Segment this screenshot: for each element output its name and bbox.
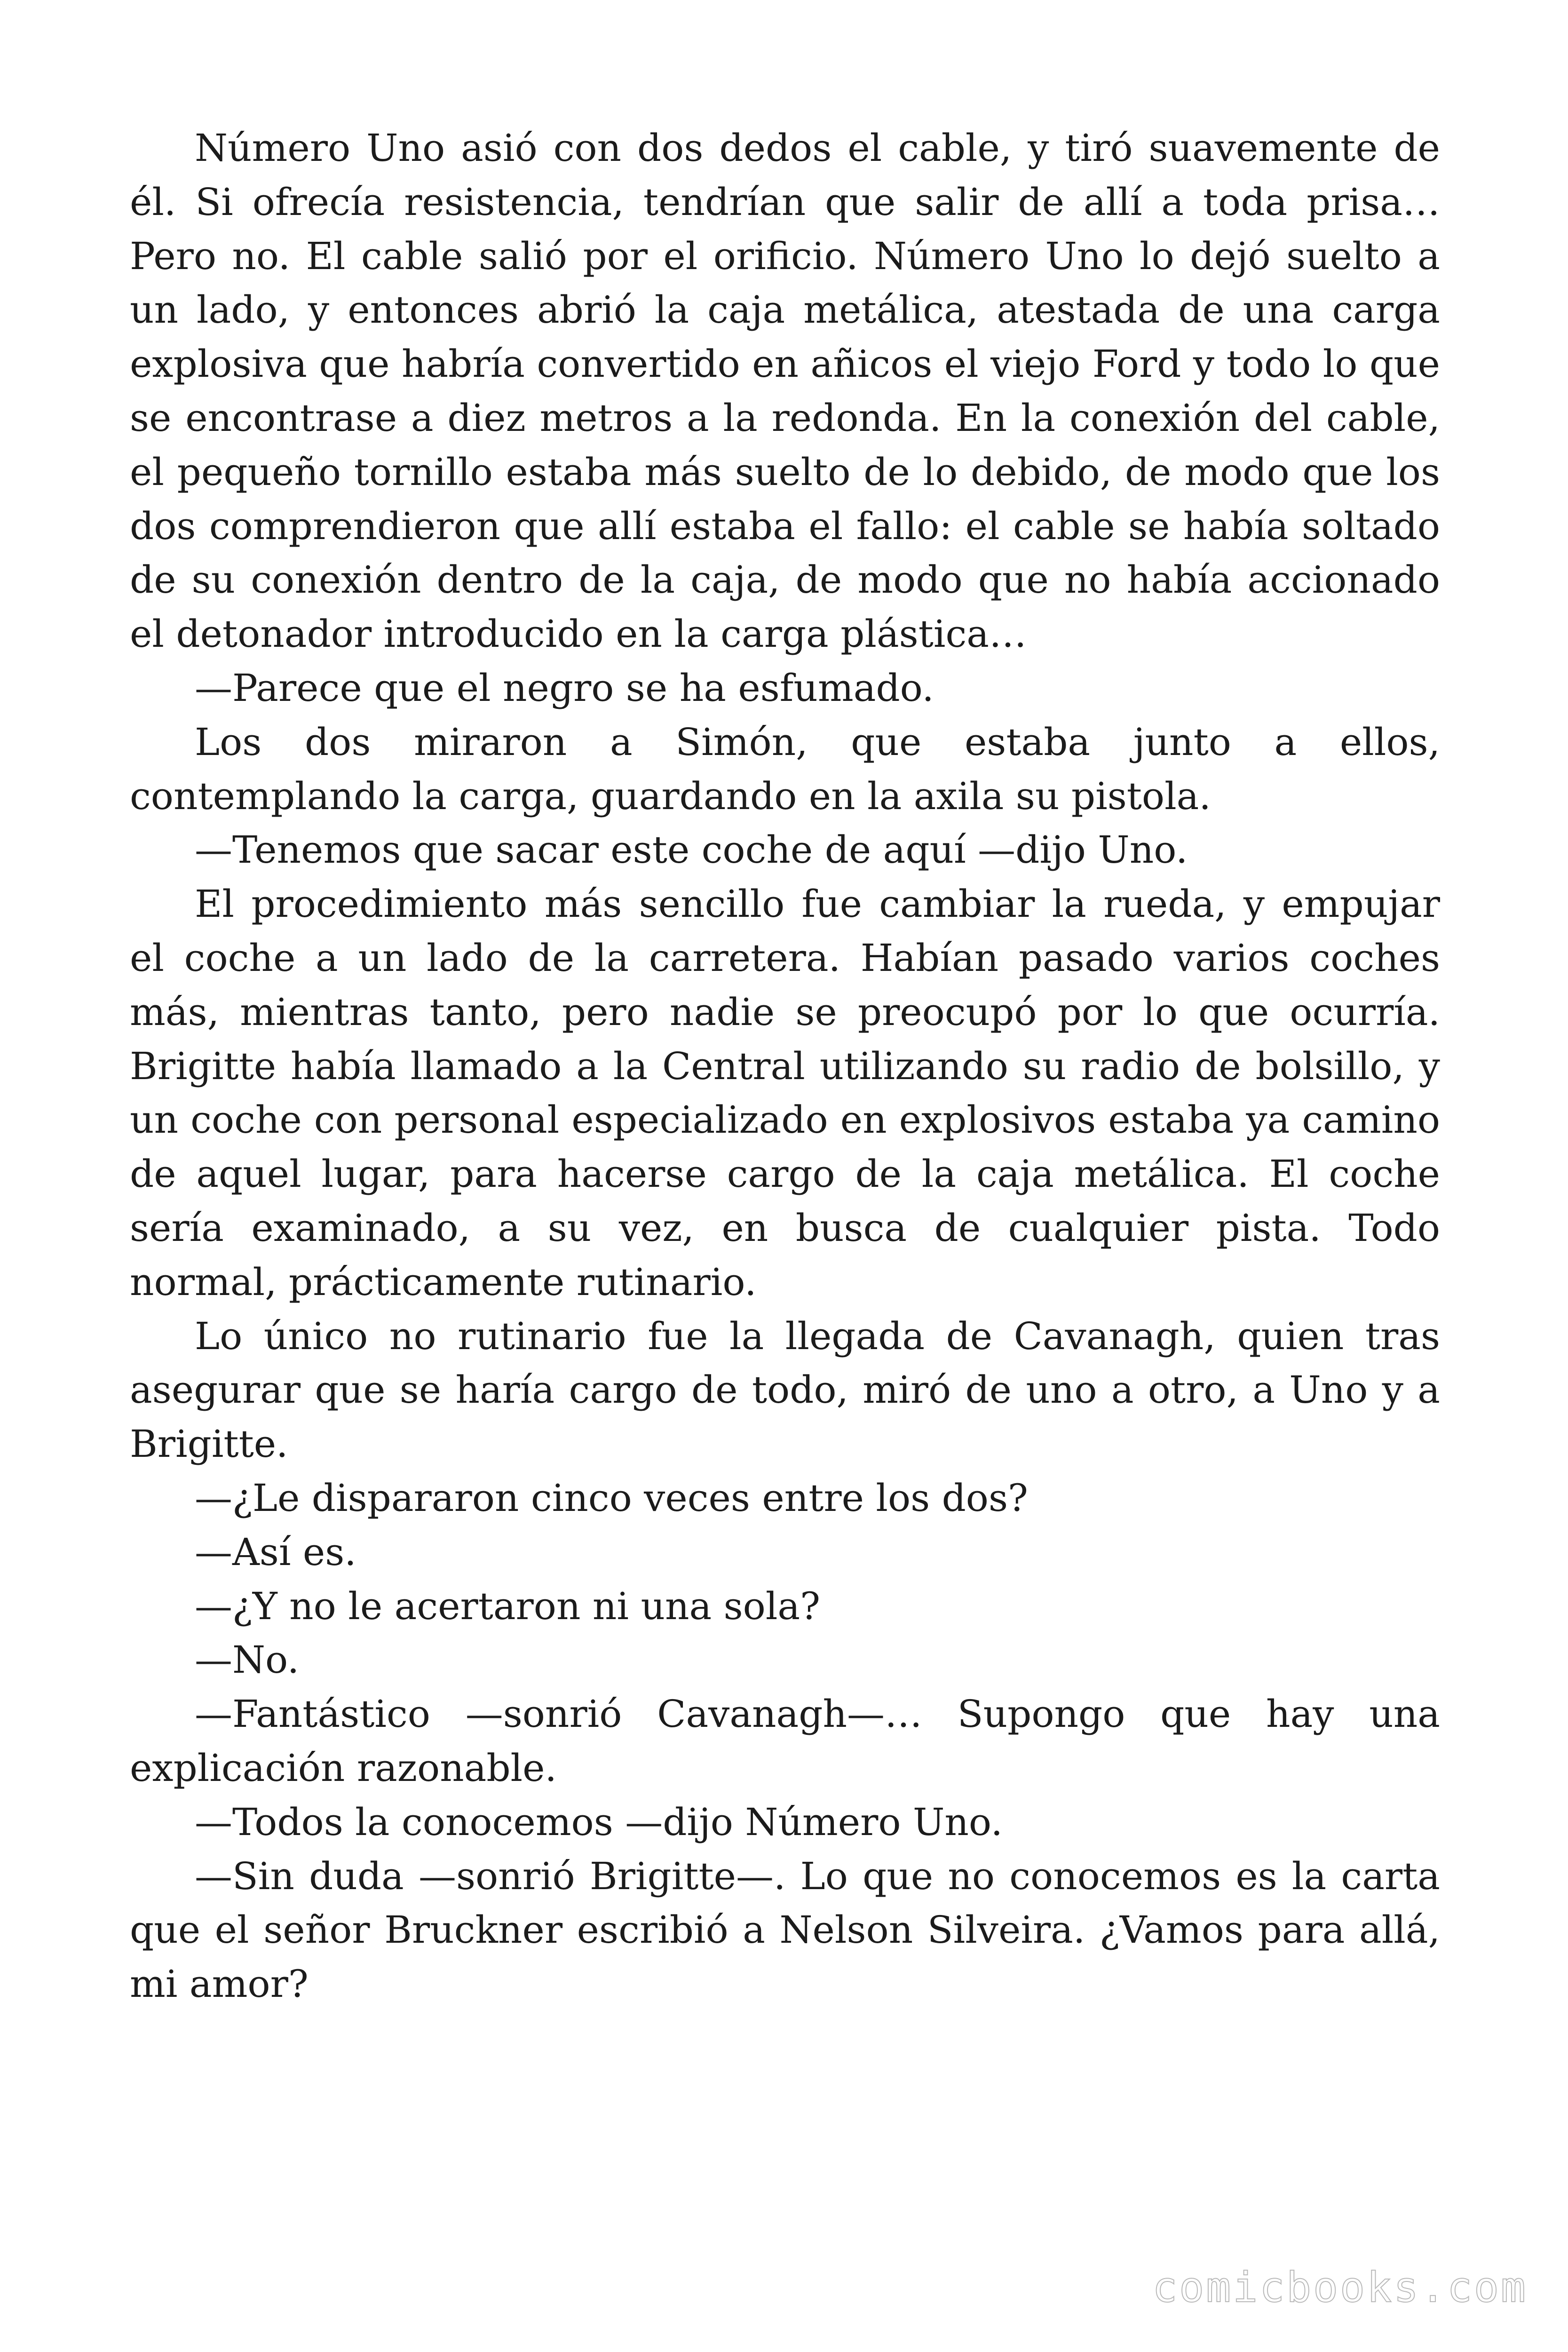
paragraph: —¿Le dispararon cinco veces entre los dos? xyxy=(195,1476,1028,1520)
paragraph: —Así es. xyxy=(195,1530,356,1574)
paragraph: —Todos la conocemos —dijo Número Uno. xyxy=(195,1800,1003,1844)
paragraph: Número Uno asió con dos dedos el cable, y tiró suavemente de él. Si ofrecía resistencia, tendrían que salir de allí a toda prisa… Pero no. El cable salió por el orificio. Número Uno lo dejó suelto a un lado, y entonces abrió la caja metálica, atestada de una carga explosiva que habría convertido en añicos el viejo Ford y todo lo que se encontrase a diez metros a la redonda. En la conexión del cable, el pequeño tornillo estaba más suelto de lo debido, de modo que los dos comprendieron que allí estaba el fallo: el cable se había soltado de su conexión dentro de la caja, de modo que no había accionado el detonador introducido en la carga plástica… xyxy=(130,126,1440,656)
paragraph: —Fantástico —sonrió Cavanagh—… Supongo que hay una explicación razonable. xyxy=(130,1692,1440,1790)
page-body-text xyxy=(130,121,1440,2011)
paragraph: El procedimiento más sencillo fue cambiar la rueda, y empujar el coche a un lado de la carretera. Habían pasado varios coches más, mientras tanto, pero nadie se preocupó por lo que ocurría. Brigitte había llamado a la Central utilizando su radio de bolsillo, y un coche con personal especializado en explosivos estaba ya camino de aquel lugar, para hacerse cargo de la caja metálica. El coche sería examinado, a su vez, en busca de cualquier pista. Todo normal, prácticamente rutinario. xyxy=(130,882,1440,1304)
paragraph: —No. xyxy=(195,1638,300,1682)
paragraph: Los dos miraron a Simón, que estaba junto a ellos, contemplando la carga, guardando en la axila su pistola. xyxy=(130,720,1440,818)
paragraph: —¿Y no le acertaron ni una sola? xyxy=(195,1584,820,1628)
paragraph: —Tenemos que sacar este coche de aquí —dijo Uno. xyxy=(195,828,1188,872)
paragraph: Lo único no rutinario fue la llegada de Cavanagh, quien tras asegurar que se haría cargo de todo, miró de uno a otro, a Uno y a Brigitte. xyxy=(130,1314,1440,1466)
paragraph: —Sin duda —sonrió Brigitte—. Lo que no conocemos es la carta que el señor Bruckner escribió a Nelson Silveira. ¿Vamos para allá, mi amor? xyxy=(130,1854,1440,2006)
watermark-logo: comicbooks.com xyxy=(1152,2263,1528,2312)
paragraph: —Parece que el negro se ha esfumado. xyxy=(195,666,934,710)
